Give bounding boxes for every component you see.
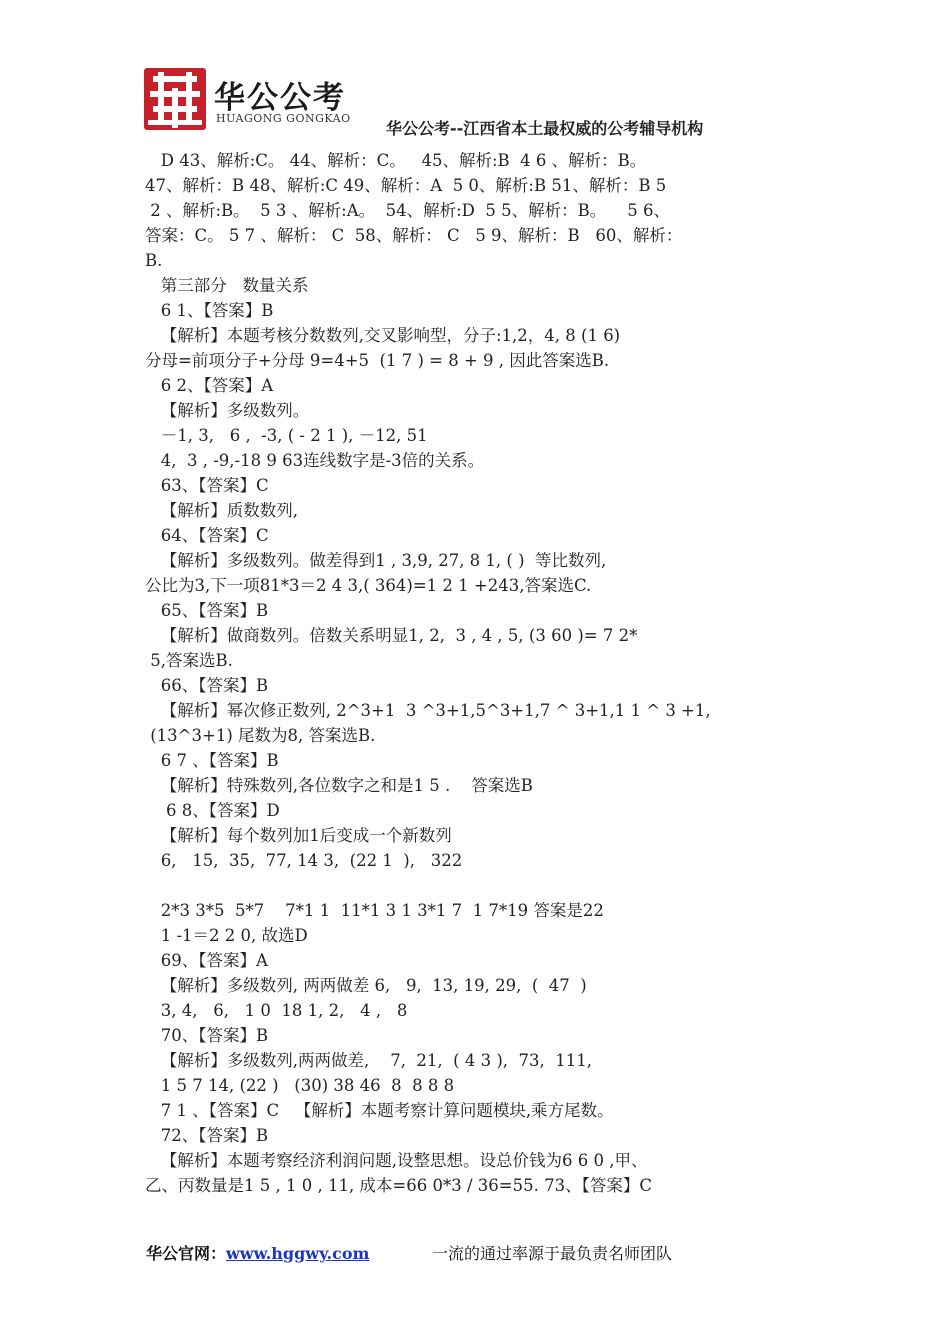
text-line: 乙、丙数量是1 5 , 1 0 , 11, 成本=66 0*3 / 36=55. 73、【答案】C (145, 1176, 652, 1195)
text-line (145, 873, 815, 898)
footer-label: 华公官网： (146, 1244, 227, 1263)
footer-slogan: 一流的通过率源于最负责名师团队 (432, 1244, 673, 1263)
text-line: 【解析】本题考核分数数列,交叉影响型，分子:1,2，4, 8 (1 6) (145, 326, 621, 345)
text-line: 第三部分 数量关系 (145, 276, 309, 295)
text-line: 【解析】多级数列。做差得到1 , 3,9, 27, 8 1, ( ) 等比数列, (145, 551, 607, 570)
document-body (145, 148, 815, 1198)
text-line: 5,答案选B. (145, 651, 233, 670)
text-line: 6 1、【答案】B (145, 301, 274, 320)
page-footer (146, 1241, 846, 1264)
text-line: 【解析】多级数列,两两做差, 7, 21, ( 4 3 ), 73, 111, (145, 1051, 592, 1070)
text-line: 70、【答案】B (145, 1026, 269, 1045)
text-line: 【解析】质数数列, (145, 501, 298, 520)
website-link[interactable]: www.hggwy.com (226, 1244, 370, 1263)
text-line: 公比为3,下一项81*3＝2 4 3,( 364)=1 2 1 +243,答案选C. (145, 576, 592, 595)
text-line: 47、解析：B 48、解析:C 49、解析：A 5 0、解析:B 51、解析：B 5 (145, 176, 667, 195)
text-line: 1 5 7 14, (22 ) (30) 38 46 8 8 8 8 (145, 1076, 455, 1095)
text-line: 6, 15, 35, 77, 14 3, (22 1 ), 322 (145, 851, 463, 870)
text-line: 69、【答案】A (145, 951, 268, 970)
text-line: 【解析】多级数列。 (145, 401, 310, 420)
text-line: D 43、解析:C。 44、解析：C。 45、解析:B 4 6 、解析：B。 (145, 151, 647, 170)
logo-seal-icon (144, 68, 206, 130)
text-line: 65、【答案】B (145, 601, 269, 620)
text-line: 7 1 、【答案】C 【解析】本题考察计算问题模块,乘方尾数。 (145, 1101, 614, 1120)
text-line: 6 8、【答案】D (145, 801, 280, 820)
text-line: 2*3 3*5 5*7 7*1 1 11*1 3 1 3*1 7 1 7*19 答案是22 (145, 901, 604, 920)
text-line: 分母=前项分子+分母 9=4+5 (1 7 ) = 8 + 9 , 因此答案选B. (145, 351, 610, 370)
text-line: (13^3+1) 尾数为8, 答案选B. (145, 726, 376, 745)
logo-subtitle: HUAGONG GONGKAO (216, 112, 351, 125)
text-line: 3, 4, 6, 1 0 18 1, 2, 4 , 8 (145, 1001, 408, 1020)
logo-text: 华公公考 (214, 80, 346, 116)
text-line: 72、【答案】B (145, 1126, 269, 1145)
text-line: 【解析】多级数列, 两两做差 6, 9, 13, 19, 29, ( 47 ) (145, 976, 587, 995)
text-line: B. (145, 251, 163, 270)
text-line: 66、【答案】B (145, 676, 269, 695)
text-line: 【解析】做商数列。倍数关系明显1, 2, 3 , 4 , 5, (3 60 )= 7 2* (145, 626, 638, 645)
text-line: 【解析】本题考察经济利润问题,设整思想。设总价钱为6 6 0 ,甲、 (145, 1151, 648, 1170)
text-line: －1, 3, 6 , -3, ( - 2 1 ), －12, 51 (145, 426, 428, 445)
text-line: 2 、解析:B。 5 3 、解析:A。 54、解析:D 5 5、解析：B。 5 6、 (145, 201, 670, 220)
text-line: 【解析】特殊数列,各位数字之和是1 5 . 答案选B (145, 776, 533, 795)
text-line: 64、【答案】C (145, 526, 269, 545)
text-line: 答案：C。 5 7 、解析： C 58、解析： C 5 9、解析：B 60、解析： (145, 226, 683, 245)
text-line: 【解析】幂次修正数列, 2^3+1 3 ^3+1,5^3+1,7 ^ 3+1,1 1 ^ 3 +1, (145, 701, 711, 720)
text-line: 6 7 、【答案】B (145, 751, 279, 770)
header-tagline: 华公公考--江西省本土最权威的公考辅导机构 (386, 119, 704, 138)
text-line: 63、【答案】C (145, 476, 269, 495)
text-line: 6 2、【答案】A (145, 376, 274, 395)
text-line: 1 -1＝2 2 0, 故选D (145, 926, 308, 945)
text-line: 4, 3 , -9,-18 9 63连线数字是-3倍的关系。 (145, 451, 485, 470)
page-header (140, 62, 840, 142)
text-line: 【解析】每个数列加1后变成一个新数列 (145, 826, 452, 845)
